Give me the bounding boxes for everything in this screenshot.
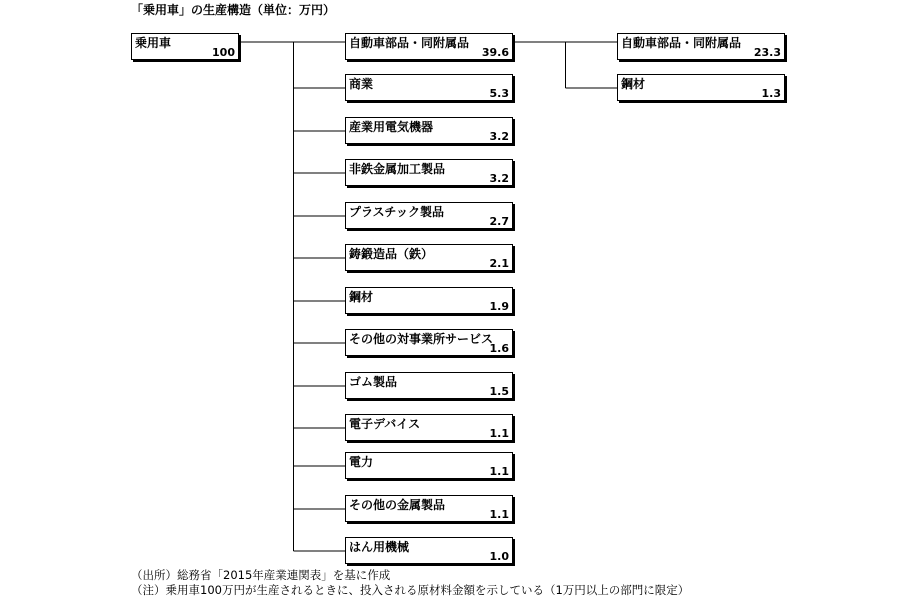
node-value: 1.1 (489, 508, 509, 521)
node-label: 鋼材 (349, 290, 374, 304)
input-node (345, 287, 513, 314)
node-value: 3.2 (489, 130, 509, 143)
node-label: 乗用車 (135, 36, 172, 50)
input-node (345, 117, 513, 144)
node-value: 1.9 (489, 300, 509, 313)
node-label: その他の対事業所サービス (349, 332, 494, 346)
node-value: 39.6 (481, 46, 509, 59)
node-label: 自動車部品・同附属品 (621, 36, 742, 50)
node-value: 5.3 (489, 87, 509, 100)
root-node (131, 33, 239, 60)
node-value: 2.1 (489, 257, 509, 270)
input-node (345, 372, 513, 399)
node-label: 自動車部品・同附属品 (349, 36, 470, 50)
diagram-title: 「乗用車」の生産構造（単位：万円） (131, 3, 336, 17)
input-node (345, 495, 513, 522)
node-label: はん用機械 (349, 540, 410, 554)
node-value: 100 (212, 46, 235, 59)
source-note: （出所）総務省「2015年産業連関表」を基に作成 (131, 568, 391, 582)
input-node (345, 329, 513, 356)
input-node (345, 452, 513, 479)
node-value: 2.7 (489, 215, 509, 228)
node-value: 23.3 (753, 46, 781, 59)
sub-input-node (617, 33, 785, 60)
node-label: 産業用電気機器 (349, 120, 434, 134)
node-label: 非鉄金属加工製品 (349, 162, 446, 176)
node-label: プラスチック製品 (349, 205, 445, 219)
input-node (345, 159, 513, 186)
node-label: 鋳鍛造品（鉄） (349, 247, 434, 261)
node-label: 商業 (349, 77, 374, 91)
node-label: 電力 (349, 455, 374, 469)
input-node (345, 537, 513, 564)
node-value: 1.0 (489, 550, 509, 563)
input-node (345, 414, 513, 441)
input-node (345, 74, 513, 101)
node-value: 1.6 (489, 342, 509, 355)
sub-input-node (617, 74, 785, 101)
node-label: 鋼材 (621, 77, 646, 91)
node-value: 1.3 (761, 87, 781, 100)
input-node (345, 33, 513, 60)
node-value: 1.5 (489, 385, 509, 398)
node-label: 電子デバイス (349, 417, 421, 431)
node-label: ゴム製品 (349, 375, 398, 389)
node-value: 1.1 (489, 465, 509, 478)
node-value: 1.1 (489, 427, 509, 440)
footnote: （注）乗用車100万円が生産されるときに、投入される原材料金額を示している（1万円以上の部門に限定） (131, 583, 690, 597)
node-value: 3.2 (489, 172, 509, 185)
node-label: その他の金属製品 (349, 498, 446, 512)
input-node (345, 244, 513, 271)
input-node (345, 202, 513, 229)
